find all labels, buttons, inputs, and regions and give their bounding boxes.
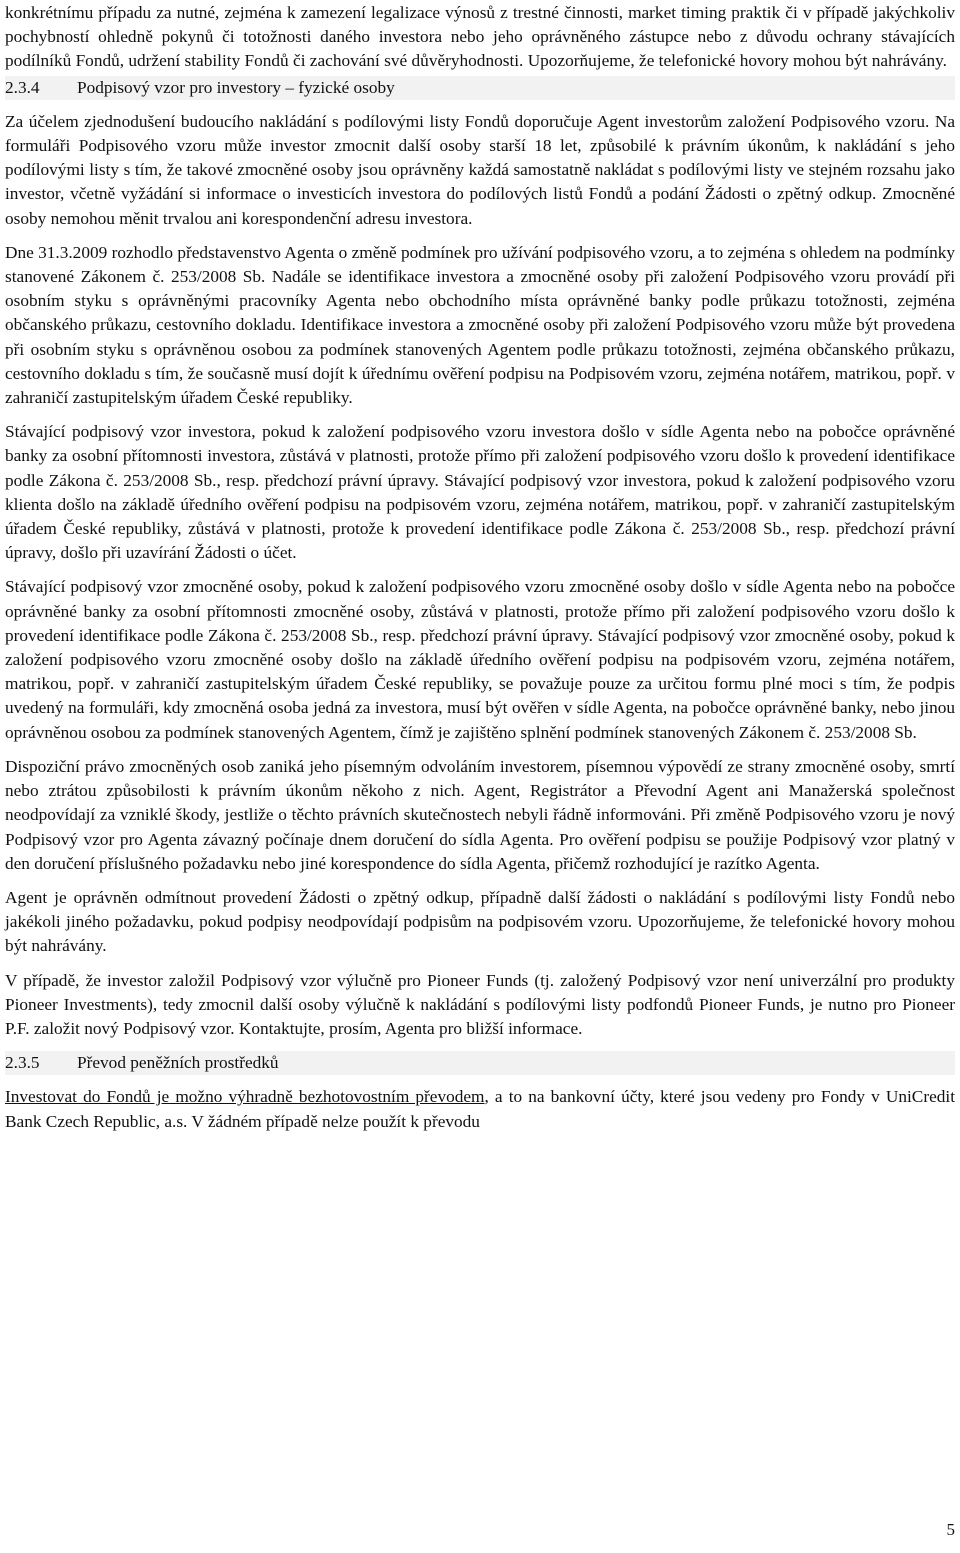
paragraph-existing-investor-template: Stávající podpisový vzor investora, pokud k založení podpisového vzoru investora došlo v sídle Agenta nebo na pobočce oprávněné banky za osobní přítomnosti investora, zůstává v platnosti, protože přímo při založení podpisového vzoru došlo k provedení identifikace podle Zákona č. 253/2008 Sb., resp. předchozí právní úpravy. Stávající podpisový vzor investora, pokud k založení podpisového vzoru klienta došlo na základě úředního ověření podpisu na podpisovém vzoru, zejména notářem, matrikou, popř. v zahraničí zastupitelským úřadem České republiky, zůstává v platnosti, protože k provedení identifikace podle Zákona č. 253/2008 Sb., resp. předchozí právní úpravy, došlo při uzavírání Žádosti o účet. — [5, 422, 955, 563]
paragraph-agent-refusal: Agent je oprávněn odmítnout provedení Žádosti o zpětný odkup, případně další žádosti o nakládání s podílovými listy Fondů nebo jakékoli jiného požadavku, pokud podpisy neodpovídají podpisům na podpisovém vzoru. Upozorňujeme, že telefonické hovory mohou být nahrávány. — [5, 887, 955, 956]
paragraph-pioneer-funds: V případě, že investor založil Podpisový vzor výlučně pro Pioneer Funds (tj. založený Podpisový vzor není univerzální pro produkty Pioneer Investments), tedy zmocnil další osoby výlučně k nakládání s podílovými listy podfondů Pioneer Funds, je nutno pro Pioneer P.F. založit nový Podpisový vzor. Kontaktujte, prosím, Agenta pro bližší informace. — [5, 970, 955, 1038]
paragraph-board-decision: Dne 31.3.2009 rozhodlo představenstvo Agenta o změně podmínek pro užívání podpisového vzoru, a to zejména s ohledem na podmínky stanovené Zákonem č. 253/2008 Sb. Nadále se identifikace investora a zmocněné osoby při založení Podpisového vzoru provádí při osobním styku s oprávněnými pracovníky Agenta nebo obchodního místa oprávněné banky podle průkazu totožnosti, zejména občanského průkazu, cestovního dokladu. Identifikace investora a zmocněné osoby při založení Podpisového vzoru může být provedena při osobním styku s oprávněnou osobou za podmínek stanovených Agentem podle průkazu totožnosti, zejména občanského průkazu, cestovního dokladu s tím, že současně musí dojít k úřednímu ověření podpisu na Podpisovém vzoru, zejména notářem, matrikou, popř. v zahraničí zastupitelským úřadem České republiky. — [5, 242, 955, 408]
paragraph-signature-template: Za účelem zjednodušení budoucího nakládání s podílovými listy Fondů doporučuje Agent investorům založení Podpisového vzoru. Na formuláři Podpisového vzoru může investor zmocnit další osoby starší 18 let, způsobilé k právním úkonům, k nakládání s jeho podílovými listy s tím, že takové zmocněné osoby jsou oprávněny každá samostatně nakládat s podílovými listy ve stejném rozsahu jako investor, včetně vyžádání si informace o investicích investora do podílových listů Fondů a podání Žádosti o zpětný odkup. Zmocněné osoby nemohou měnit trvalou ani korespondenční adresu investora. — [5, 111, 955, 228]
page-number: 5 — [946, 1520, 955, 1539]
document-page — [5, 0, 955, 1134]
paragraph-text: , a to na bankovní účty, které jsou vedeny pro Fondy v UniCredit Bank Czech Republic, a.s. V žádném případě nelze použít k převodu — [5, 1087, 956, 1131]
paragraph-disposition-rights: Dispoziční právo zmocněných osob zaniká jeho písemným odvoláním investorem, písemnou výpovědí ze strany zmocněné osoby, smrtí nebo ztrátou způsobilosti k právním úkonům někoho z nich. Agent, Registrátor a Převodní Agent ani Manažerská společnost neodpovídají za vzniklé škody, jestliže o těchto právních skutečnostech nebyli řádně informováni. Při změně Podpisového vzoru je nový Podpisový vzor pro Agenta závazný počínaje dnem doručení do sídla Agenta. Pro ověření podpisu se použije Podpisový vzor platný v den doručení příslušného požadavku nebo jiné korespondence do sídla Agenta, přičemž rozhodující je razítko Agenta. — [5, 756, 955, 873]
section-heading-2-3-4 — [5, 76, 955, 100]
paragraph-existing-proxy-template: Stávající podpisový vzor zmocněné osoby, pokud k založení podpisového vzoru zmocněné osoby došlo v sídle Agenta nebo na pobočce oprávněné banky za osobní přítomnosti zmocněné osoby, zůstává v platnosti, protože přímo při založení podpisového vzoru došlo k provedení identifikace podle Zákona č. 253/2008 Sb., resp. předchozí právní úpravy. Stávající podpisový vzor zmocněné osoby, pokud k založení podpisového vzoru zmocněné osoby došlo na základě úředního ověření podpisu na podpisovém vzoru, zejména notářem, matrikou, popř. v zahraničí zastupitelským úřadem České republiky, se považuje pouze za určitou formu plné moci s tím, že podpis uvedený na formuláři, kdy zmocněná osoba jedná za investora, musí být ověřen v sídle Agenta, na pobočce oprávněné banky, nebo jinou oprávněnou osobou za podmínek stanovených Agentem, čímž je zajištěno splnění podmínek stanovených Zákonem č. 253/2008 Sb. — [5, 577, 955, 742]
section-heading-2-3-5 — [5, 1051, 955, 1075]
section-number: 2.3.4 — [5, 77, 40, 97]
section-title: Podpisový vzor pro investory – fyzické osoby — [77, 77, 395, 97]
paragraph-money-transfer — [5, 1085, 955, 1133]
paragraph-intro: konkrétnímu případu za nutné, zejména k zamezení legalizace výnosů z trestné činnosti, market timing praktik či v případě jakýchkoliv pochybností ohledně pokynů či totožnosti daného investora nebo jeho oprávněného zástupce nebo z důvodu ochrany stávajících podílníků Fondů, udržení stability Fondů či zachování své důvěryhodnosti. Upozorňujeme, že telefonické hovory mohou být nahrávány. — [5, 3, 955, 71]
section-number: 2.3.5 — [5, 1053, 40, 1073]
underlined-text: Investovat do Fondů je možno výhradně bezhotovostním převodem — [5, 1087, 485, 1107]
section-title: Převod peněžních prostředků — [77, 1053, 279, 1073]
